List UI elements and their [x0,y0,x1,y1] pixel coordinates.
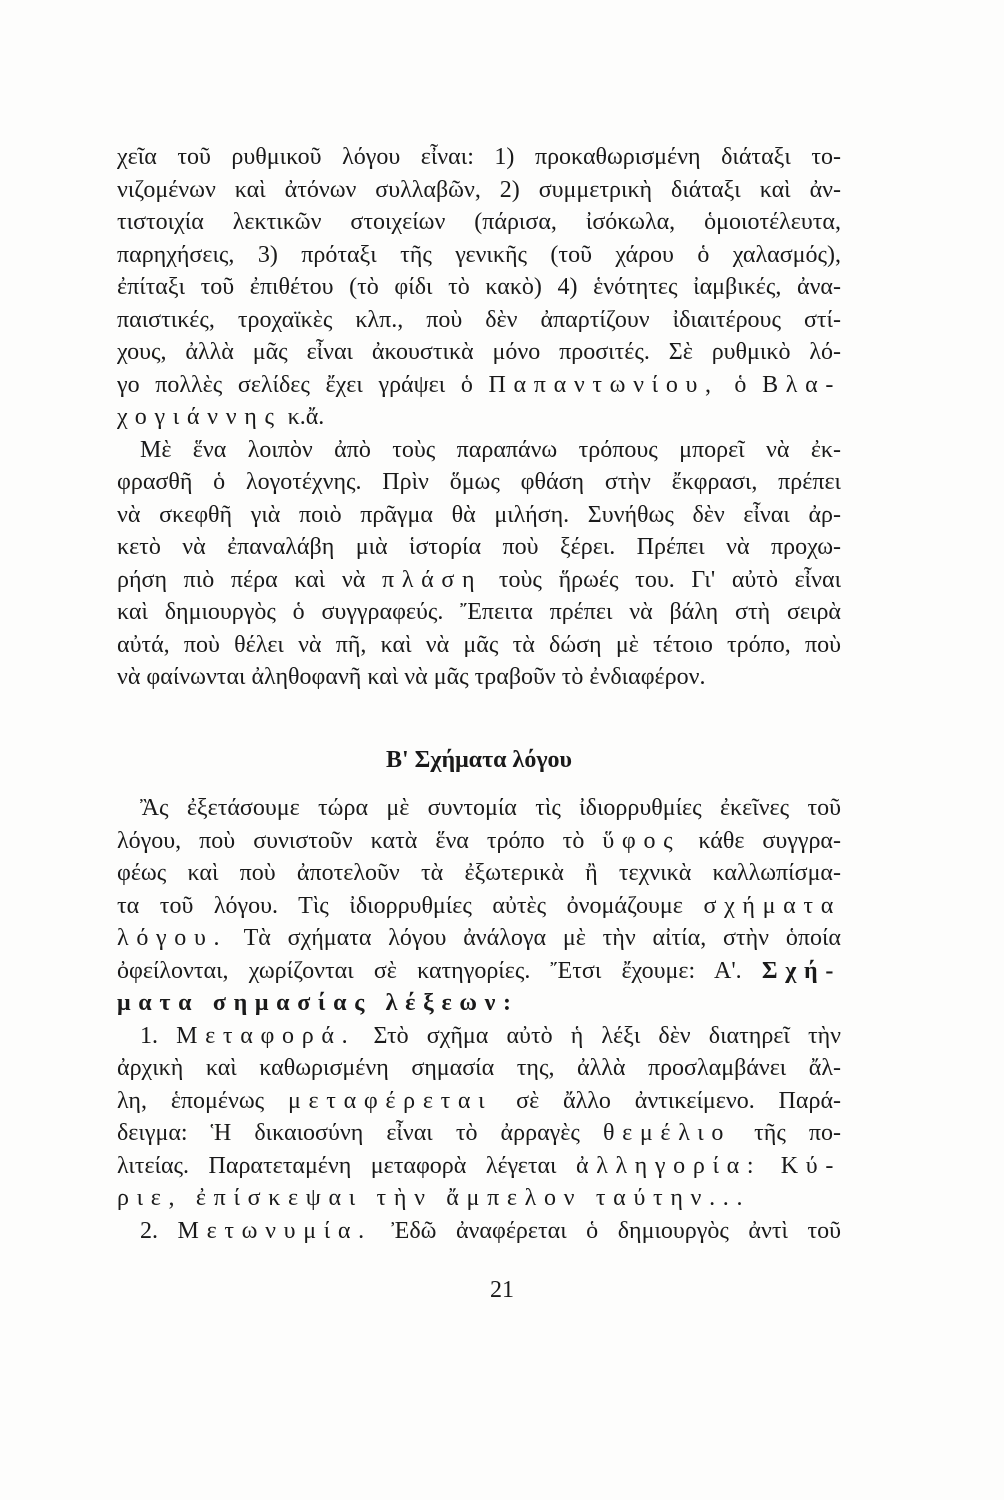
text-line-8 [117,369,841,402]
item-1-line-5-after: Κύ- [780,1152,841,1179]
item-1-term: Μεταφορά. [176,1022,356,1049]
text-line-9-after: κ.ἄ. [287,404,325,430]
text-line-17: νὰ φαίνωνται ἀληθοφανῆ καὶ νὰ μᾶς τραβοῦν τὸ ἐνδιαφέρον. [117,664,706,690]
text-line-1: χεῖα τοῦ ρυθμικοῦ λόγου εἶναι: 1) προκαθωρισμένη διάταξι το- [117,144,841,170]
text-line-14 [117,564,841,597]
text-line-14-before: ρήση πιὸ πέρα καὶ νὰ [117,566,366,593]
item-1-line-3-before: λη, ἑπομένως [117,1087,265,1114]
spaced-word-schimata: σχήματα [703,892,841,919]
text-block-section [117,792,841,1247]
section-line-6 [117,955,841,988]
text-line-3: τιστοιχία λεκτικῶν στοιχείων (πάρισα, ἰσόκωλα, ὁμοιοτέλευτα, [117,209,841,235]
item-1-line-4-before: δειγμα: Ἡ δικαιοσύνη εἶναι τὸ ἀρραγὲς [117,1120,580,1146]
section-line-6-before: ὀφείλονται, χωρίζονται σὲ κατηγορίες. Ἔτσι ἔχουμε: Α'. [117,957,742,984]
text-block-top [117,141,841,694]
author-name-papantoniou: Παπαντωνίου, [488,371,719,398]
spaced-word-themelio: θεμέλιο [602,1120,732,1146]
item-1-line-4-after: τῆς πο- [754,1120,841,1146]
item-2-line-1 [117,1215,841,1248]
item-1-line-3 [117,1085,841,1118]
spaced-word-metaferetai: μεταφέρεται [288,1087,493,1114]
text-line-15: καὶ δημιουργὸς ὁ συγγραφεύς. Ἔπειτα πρέπει νὰ βάλη στὴ σειρὰ [117,599,841,625]
item-1-number: 1. [140,1022,158,1049]
bold-term-schi: Σχή- [761,957,841,984]
text-line-8-before: γο πολλὲς σελίδες ἔχει γράψει ὁ [117,371,473,398]
text-line-12: νὰ σκεφθῆ γιὰ ποιὸ πρᾶγμα θὰ μιλήση. Συνήθως δὲν εἶναι ἀρ- [117,501,841,528]
item-2-number: 2. [140,1217,158,1244]
author-name-vlachogiannis-end: χογιάννης [117,404,282,430]
author-name-vlachogiannis-start: Βλα- [762,371,841,398]
item-1-line-1-after: Στὸ σχῆμα αὐτὸ ἡ λέξι δὲν διατηρεῖ τὴν [373,1022,841,1049]
item-1-line-1 [117,1020,841,1053]
item-1-line-3-after: σὲ ἄλλο ἀντικείμενο. Παρά- [516,1087,841,1114]
text-line-9 [117,401,841,434]
text-line-2: νιζομένων καὶ ἀτόνων συλλαβῶν, 2) συμμετρικὴ διάταξι καὶ ἀν- [117,176,841,203]
section-heading: Β' Σχήματα λόγου [385,747,572,773]
spaced-word-plasi: πλάση [382,566,483,593]
bold-term-category-a: ματα σημασίας λέξεων: [117,990,519,1016]
text-line-8-mid: ὁ [734,371,747,398]
section-line-2-after: κάθε συγγρα- [698,827,841,854]
item-1-line-2: ἀρχικὴ καὶ καθωρισμένη σημασία της, ἀλλὰ προσλαμβάνει ἄλ- [117,1055,841,1081]
text-line-10: Μὲ ἕνα λοιπὸν ἀπὸ τοὺς παραπάνω τρόπους μπορεῖ νὰ ἐκ- [140,436,841,463]
page-number: 21 [490,1277,514,1303]
section-line-1: Ἂς ἐξετάσουμε τώρα μὲ συντομία τὶς ἰδιορρυθμίες ἐκεῖνες τοῦ [140,795,841,821]
item-1-line-5 [117,1150,841,1183]
spaced-word-logou: λόγου. [117,925,228,951]
spaced-word-allegoria: ἀλληγορία: [575,1152,762,1179]
item-1-line-5-before: λιτείας. Παρατεταμένη μεταφορὰ λέγεται [117,1152,557,1179]
text-line-11: φρασθῆ ὁ λογοτέχνης. Πρὶν ὅμως φθάση στὴν ἔκφρασι, πρέπει [117,469,841,495]
section-line-2 [117,825,841,858]
text-line-5: ἐπίταξι τοῦ ἐπιθέτου (τὸ φίδι τὸ κακὸ) 4) ἑνότητες ἰαμβικές, ἀνα- [117,274,841,300]
section-line-4 [117,890,841,923]
section-line-5-after: Τὰ σχήματα λόγου ἀνάλογα μὲ τὴν αἰτία, στὴν ὁποία [243,925,841,951]
item-1-line-4 [117,1117,841,1150]
spaced-quote: ριε, ἐπίσκεψαι τὴν ἄμπελον ταύτην... [117,1185,751,1211]
section-line-5 [117,922,841,955]
section-line-2-before: λόγου, ποὺ συνιστοῦν κατὰ ἕνα τρόπο τὸ [117,827,585,854]
item-2-term: Μετωνυμία. [177,1217,372,1244]
section-line-3: φέως καὶ ποὺ ἀποτελοῦν τὰ ἐξωτερικὰ ἢ τεχνικὰ καλλωπίσμα- [117,860,841,886]
text-line-6: παιστικές, τροχαϊκὲς κλπ., ποὺ δὲν ἀπαρτίζουν ἰδιαιτέρους στί- [117,306,841,333]
text-line-14-after: τοὺς ἥρωές του. Γι' αὐτὸ εἶναι [498,566,841,593]
item-1-line-6 [117,1182,841,1215]
item-2-line-1-after: Ἐδῶ ἀναφέρεται ὁ δημιουργὸς ἀντὶ τοῦ [391,1217,841,1244]
text-line-13: κετὸ νὰ ἐπαναλάβη μιὰ ἱστορία ποὺ ξέρει. Πρέπει νὰ προχω- [117,534,841,560]
text-line-4: παρηχήσεις, 3) πρόταξι τῆς γενικῆς (τοῦ χάρου ὁ χαλασμός), [117,241,841,268]
text-line-16: αὐτά, ποὺ θέλει νὰ πῆ, καὶ νὰ μᾶς τὰ δώση μὲ τέτοιο τρόπο, ποὺ [117,631,841,658]
section-line-7 [117,987,841,1020]
text-line-7: χους, ἀλλὰ μᾶς εἶναι ἀκουστικὰ μόνο προσιτές. Σὲ ρυθμικὸ λό- [117,339,841,365]
spaced-word-yfos: ὕφος [602,827,681,854]
section-line-4-before: τα τοῦ λόγου. Τὶς ἰδιορρυθμίες αὐτὲς ὀνομάζουμε [117,892,683,919]
